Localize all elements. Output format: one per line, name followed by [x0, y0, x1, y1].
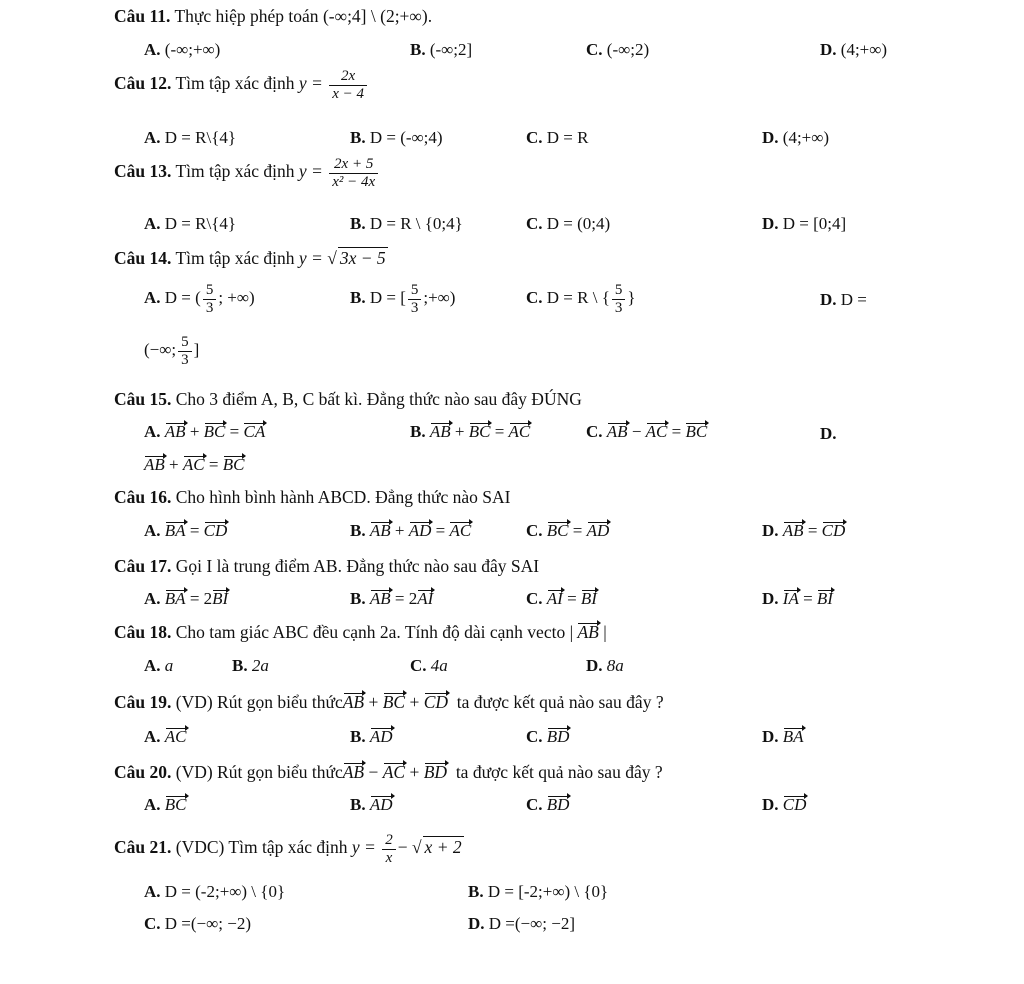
question-tail: ta được kết quả nào sau đây ?: [456, 692, 664, 712]
option-12d: [762, 128, 829, 148]
radicand: 3x − 5: [339, 248, 386, 268]
option-letter: A.: [144, 795, 161, 814]
option-letter: B.: [350, 795, 366, 814]
option-letter: C.: [410, 656, 427, 675]
numerator: 5: [178, 334, 192, 352]
function-fraction: [329, 156, 378, 190]
sqrt-icon: √: [327, 248, 337, 268]
option-value: (4;+∞): [782, 128, 830, 147]
option-15a: A. AB + BC = CA: [144, 422, 266, 441]
option-letter: C.: [586, 40, 603, 59]
option-14d-continued: [144, 334, 199, 368]
question-text: Tìm tập xác định: [175, 161, 295, 182]
option-letter: D.: [762, 521, 779, 540]
option-letter: B.: [350, 214, 366, 233]
option-letter: A.: [144, 128, 161, 147]
option-value: D =(−∞; −2): [164, 914, 251, 933]
option-value: D = R \ {0;4}: [369, 214, 463, 233]
option-21c: [144, 914, 251, 934]
option-18b: [232, 656, 269, 676]
option-suffix: ; +∞): [218, 287, 255, 307]
option-suffix: }: [627, 287, 636, 307]
option-11a: [144, 40, 220, 60]
option-20d: D. CD: [762, 795, 807, 814]
option-16d: D. AB = CD: [762, 521, 846, 540]
option-13d: [762, 214, 846, 234]
question-text: Cho 3 điểm A, B, C bất kì. Đẳng thức nào sau đây ĐÚNG: [175, 389, 582, 409]
option-letter: A.: [144, 521, 161, 540]
denominator: 3: [410, 299, 419, 316]
option-letter: C.: [526, 287, 543, 307]
numerator: 2x: [329, 68, 367, 86]
option-17a: A. BA = 2BI: [144, 589, 229, 608]
function-lhs: y =: [298, 248, 323, 268]
option-value: D = [0;4]: [782, 214, 847, 233]
denominator: 3: [205, 299, 214, 316]
option-prefix: D = (: [164, 287, 201, 307]
denominator: x − 4: [332, 85, 364, 102]
question-number: Câu 19.: [114, 692, 172, 712]
question-text: Cho tam giác ABC đều cạnh 2a. Tính độ dài cạnh vecto: [175, 622, 566, 642]
option-letter: B.: [410, 422, 426, 441]
question-12: [114, 68, 369, 102]
option-value: D = R\{4}: [164, 128, 237, 147]
option-letter: B.: [232, 656, 248, 675]
option-letter: D.: [762, 795, 779, 814]
option-letter: B.: [468, 882, 484, 901]
question-text: Tìm tập xác định: [175, 73, 295, 94]
option-letter: A.: [144, 727, 161, 746]
numerator: 5: [203, 282, 217, 300]
option-fraction: [178, 334, 192, 368]
question-number: Câu 14.: [114, 248, 172, 268]
question-text: Tìm tập xác định: [175, 248, 295, 268]
question-18: [114, 622, 607, 643]
option-fraction: [408, 282, 422, 316]
option-15d: [820, 424, 837, 444]
question-14: [114, 247, 388, 269]
option-letter: B.: [350, 287, 366, 307]
option-15c: C. AB − AC = BC: [586, 422, 708, 441]
function-fraction: [329, 68, 367, 102]
option-letter: B.: [350, 521, 366, 540]
option-19b: B. AD: [350, 727, 393, 746]
option-18a: [144, 656, 173, 676]
option-prefix: (−∞;: [144, 339, 177, 359]
question-text: Gọi I là trung điểm AB. Đẳng thức nào sau đây SAI: [175, 556, 540, 576]
vector-expression: AB − AC + BD: [342, 762, 448, 782]
option-16b: B. AB + AD = AC: [350, 521, 472, 540]
option-letter: C.: [526, 521, 543, 540]
option-letter: B.: [350, 589, 366, 608]
option-19c: C. BD: [526, 727, 570, 746]
vector-magnitude: | AB |: [569, 622, 607, 642]
option-19d: D. BA: [762, 727, 804, 746]
option-17c: C. AI = BI: [526, 589, 597, 608]
function-lhs: y =: [298, 161, 323, 182]
option-value: D = R\{4}: [164, 214, 237, 233]
question-16: [114, 487, 510, 508]
question-number: Câu 15.: [114, 389, 172, 409]
option-prefix: D = R \ {: [546, 287, 610, 307]
question-text: (VDC) Tìm tập xác định: [175, 837, 348, 858]
question-17: [114, 556, 539, 577]
option-fraction: [612, 282, 626, 316]
denominator: x² − 4x: [332, 173, 376, 190]
option-value: D = R: [546, 128, 589, 147]
option-letter: A.: [144, 214, 161, 233]
option-value: (-∞;+∞): [164, 40, 221, 59]
option-12a: [144, 128, 236, 148]
option-letter: C.: [144, 914, 161, 933]
option-prefix: D =: [840, 290, 867, 309]
question-number: Câu 13.: [114, 161, 172, 182]
numerator: 5: [612, 282, 626, 300]
question-15: [114, 389, 582, 410]
option-19a: A. AC: [144, 727, 187, 746]
option-13c: [526, 214, 610, 234]
denominator: 3: [614, 299, 623, 316]
option-letter: A.: [144, 40, 161, 59]
option-value: D = (-∞;4): [369, 128, 443, 147]
option-letter: A.: [144, 287, 161, 307]
option-18c: [410, 656, 448, 676]
sqrt-icon: √: [411, 837, 422, 858]
option-12c: [526, 128, 588, 148]
option-12b: [350, 128, 443, 148]
option-suffix: ]: [193, 339, 200, 359]
option-value: D = (0;4): [546, 214, 611, 233]
option-20b: B. AD: [350, 795, 393, 814]
option-15d-continued: AB + AC = BC: [144, 455, 245, 474]
question-text: Thực hiệp phép toán: [174, 6, 319, 26]
option-letter: C.: [526, 589, 543, 608]
question-number: Câu 20.: [114, 762, 172, 782]
question-number: Câu 21.: [114, 837, 172, 858]
option-14a: [144, 282, 255, 316]
numerator: 5: [408, 282, 422, 300]
function-lhs: y =: [298, 73, 323, 94]
option-value: D = (-2;+∞) \ {0}: [164, 882, 286, 901]
option-17d: D. IA = BI: [762, 589, 833, 608]
option-letter: C.: [526, 128, 543, 147]
option-letter: C.: [526, 727, 543, 746]
option-value: (-∞;2): [606, 40, 650, 59]
option-letter: A.: [144, 422, 161, 441]
option-value: 2a: [251, 656, 269, 675]
option-letter: D.: [820, 40, 837, 59]
question-21: Câu 21. (VDC) Tìm tập xác định y = $\frac{2}{x}$ − √ x + 2: [114, 832, 462, 866]
numerator: 2x + 5: [329, 156, 378, 174]
function-lhs: y =: [351, 837, 376, 858]
numerator: 2: [382, 832, 396, 850]
option-letter: D.: [762, 214, 779, 233]
option-20a: A. BC: [144, 795, 187, 814]
option-14b: [350, 282, 455, 316]
option-16c: C. BC = AD: [526, 521, 610, 540]
option-letter: D.: [468, 914, 485, 933]
option-letter: D.: [762, 727, 779, 746]
option-value: (4;+∞): [840, 40, 888, 59]
option-letter: B.: [350, 128, 366, 147]
question-13: [114, 156, 380, 190]
option-value: D = [-2;+∞) \ {0}: [487, 882, 609, 901]
option-value: (-∞;2]: [429, 40, 473, 59]
question-20: [114, 762, 663, 783]
option-letter: B.: [350, 727, 366, 746]
option-letter: C.: [586, 422, 603, 441]
option-value: 8a: [606, 656, 624, 675]
question-expression: (-∞;4] \ (2;+∞).: [322, 6, 433, 26]
option-letter: B.: [410, 40, 426, 59]
option-suffix: ;+∞): [423, 287, 456, 307]
denominator: 3: [181, 351, 189, 368]
option-21a: [144, 882, 285, 902]
option-letter: D.: [586, 656, 603, 675]
question-11: [114, 6, 432, 27]
option-14d: [820, 290, 867, 310]
option-letter: A.: [144, 656, 161, 675]
option-16a: A. BA = CD: [144, 521, 228, 540]
option-letter: D.: [820, 424, 837, 443]
option-letter: A.: [144, 589, 161, 608]
question-text: (VD) Rút gọn biểu thức: [175, 762, 343, 782]
option-14c: [526, 282, 636, 316]
option-value: D =(−∞; −2]: [488, 914, 575, 933]
option-fraction: [203, 282, 217, 316]
option-letter: D.: [762, 128, 779, 147]
option-20c: C. BD: [526, 795, 570, 814]
option-value: 4a: [430, 656, 448, 675]
question-number: Câu 11.: [114, 6, 171, 26]
question-number: Câu 18.: [114, 622, 172, 642]
option-17b: B. AB = 2AI: [350, 589, 434, 608]
question-text: (VD) Rút gọn biểu thức: [175, 692, 343, 712]
question-number: Câu 16.: [114, 487, 172, 507]
option-prefix: D = [: [369, 287, 406, 307]
option-13b: [350, 214, 463, 234]
function-fraction: [382, 832, 396, 866]
option-letter: D.: [820, 290, 837, 309]
radicand: x + 2: [424, 837, 462, 858]
option-13a: [144, 214, 236, 234]
option-21d: [468, 914, 575, 934]
option-21b: [468, 882, 608, 902]
option-11d: [820, 40, 887, 60]
option-letter: D.: [762, 589, 779, 608]
option-letter: A.: [144, 882, 161, 901]
denominator: x: [385, 849, 393, 866]
option-letter: C.: [526, 214, 543, 233]
question-number: Câu 17.: [114, 556, 172, 576]
question-number: Câu 12.: [114, 73, 172, 94]
question-19: [114, 692, 664, 713]
option-value: a: [164, 656, 174, 675]
option-11b: [410, 40, 472, 60]
option-15b: B. AB + BC = AC: [410, 422, 531, 441]
option-letter: C.: [526, 795, 543, 814]
option-18d: [586, 656, 624, 676]
question-tail: ta được kết quả nào sau đây ?: [455, 762, 663, 782]
question-text: Cho hình bình hành ABCD. Đẳng thức nào SAI: [175, 487, 511, 507]
option-11c: [586, 40, 649, 60]
vector-expression: AB + BC + CD: [342, 692, 449, 712]
